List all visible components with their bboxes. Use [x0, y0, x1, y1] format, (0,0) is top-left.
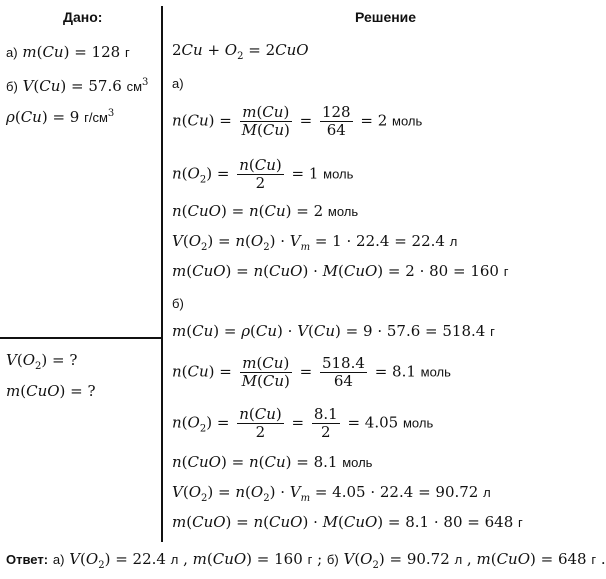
answer-line: Ответ: а) $V(O_2) = 22.4$ л , m(CuO) = 160 г ; б) $V(O_2) = 90.72$ л , m(CuO) = 648 г .	[6, 550, 606, 571]
solution-header: Решение	[355, 9, 417, 25]
a-volume-o2: $V(O_2) = n(O_2) \cdot V_m = 1 \cdot 22.4 = 22.4$ л	[172, 232, 458, 253]
given-volume-cu: б) V(Cu) = 57.6 $см^3$	[6, 77, 149, 95]
part-b-label: б)	[172, 296, 184, 311]
a-moles-o2: $n(O_2)$ = $\frac{n(Cu)}{2}$ = 1 моль	[172, 156, 354, 192]
given-mass-cu: а) m(Cu) = 128 г	[6, 43, 130, 61]
a-moles-cu: n(Cu) = $\frac{m(Cu)}{M(Cu)}$ = $\frac{128}{64}$ = 2 моль	[172, 103, 423, 139]
b-volume-o2: $V(O_2) = n(O_2) \cdot V_m = 4.05 \cdot 22.4 = 90.72$ л	[172, 483, 491, 504]
b-moles-cuo: n(CuO) = n(Cu) = 8.1 моль	[172, 453, 373, 471]
find-volume-o2: $V(O_2)$ = ?	[6, 351, 78, 372]
vertical-divider	[161, 6, 163, 542]
given-header: Дано:	[63, 9, 103, 25]
b-mass-cu: m(Cu) = ρ(Cu) · V(Cu) = 9 · 57.6 = 518.4 г	[172, 322, 495, 340]
part-a-label: а)	[172, 76, 184, 91]
find-mass-cuo: m(CuO) = ?	[6, 382, 96, 400]
b-moles-cu: n(Cu) = $\frac{m(Cu)}{M(Cu)}$ = $\frac{518.4}{64}$ = 8.1 моль	[172, 354, 451, 390]
a-mass-cuo: m(CuO) = n(CuO) · M(CuO) = 2 · 80 = 160 г	[172, 262, 509, 280]
reaction-equation: $2Cu + O_2 = 2CuO$	[172, 41, 309, 62]
a-moles-cuo: n(CuO) = n(Cu) = 2 моль	[172, 202, 359, 220]
given-find-divider	[0, 337, 163, 339]
given-density-cu: ρ(Cu) = 9 $г/см^3$	[6, 108, 115, 126]
b-mass-cuo: m(CuO) = n(CuO) · M(CuO) = 8.1 · 80 = 648 г	[172, 513, 523, 531]
b-moles-o2: $n(O_2)$ = $\frac{n(Cu)}{2}$ = $\frac{8.1}{2}$ = 4.05 моль	[172, 405, 434, 441]
